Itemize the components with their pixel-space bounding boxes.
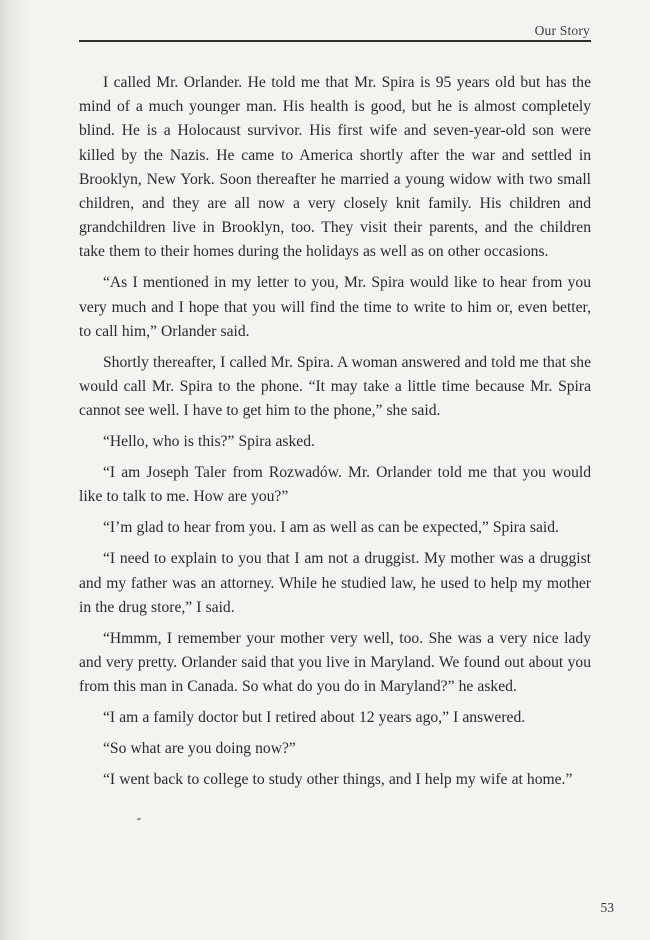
paragraph: I called Mr. Orlander. He told me that Mr. Spira is 95 years old but has the mind of a much younger man. His health is good, but he is almost completely blind. He is a Holocaust survivor. His first wife and seven-year-old son were killed by the Nazis. He came to America shortly after the war and settled in Brooklyn, New York. Soon thereafter he married a young widow with two small children, and they are all now a very closely knit family. His children and grandchildren live in Brooklyn, too. They visit their parents, and the children take them to their homes during the holidays as well as on other occasions. bbox=[79, 74, 591, 261]
page-number: 53 bbox=[600, 900, 614, 915]
paragraph: “Hello, who is this?” Spira asked. bbox=[103, 433, 315, 451]
paragraph: “Hmmm, I remember your mother very well, too. She was a very nice lady and very pretty. Orlander said that you live in Maryland. We found out about you from this man in Canada. So what do you do in Maryland?” he asked. bbox=[79, 629, 591, 696]
running-header-title: Our Story bbox=[534, 23, 590, 38]
binding-gutter-shadow bbox=[0, 0, 30, 940]
paragraph: “I need to explain to you that I am not a druggist. My mother was a druggist and my father was an attorney. While he studied law, he used to help my mother in the drug store,” I said. bbox=[79, 550, 591, 616]
paragraph: “I am a family doctor but I retired about 12 years ago,” I answered. bbox=[103, 709, 526, 727]
paragraph: “I went back to college to study other things, and I help my wife at home.” bbox=[103, 771, 573, 789]
body-text bbox=[79, 71, 591, 799]
paragraph: “So what are you doing now?” bbox=[103, 740, 296, 758]
paragraph: Shortly thereafter, I called Mr. Spira. A woman answered and told me that she would call Mr. Spira to the phone. “It may take a little time because Mr. Spira cannot see well. I have to get him to the phone,” she said. bbox=[79, 353, 591, 420]
paragraph: “As I mentioned in my letter to you, Mr. Spira would like to hear from you very much and I hope that you will find the time to write to him or, even better, to call him,” Orlander said. bbox=[79, 274, 591, 340]
print-speck bbox=[137, 817, 141, 820]
paragraph: “I’m glad to hear from you. I am as well as can be expected,” Spira said. bbox=[103, 519, 559, 537]
header-rule bbox=[79, 40, 591, 42]
paragraph: “I am Joseph Taler from Rozwadów. Mr. Orlander told me that you would like to talk to me. How are you?” bbox=[79, 464, 591, 506]
